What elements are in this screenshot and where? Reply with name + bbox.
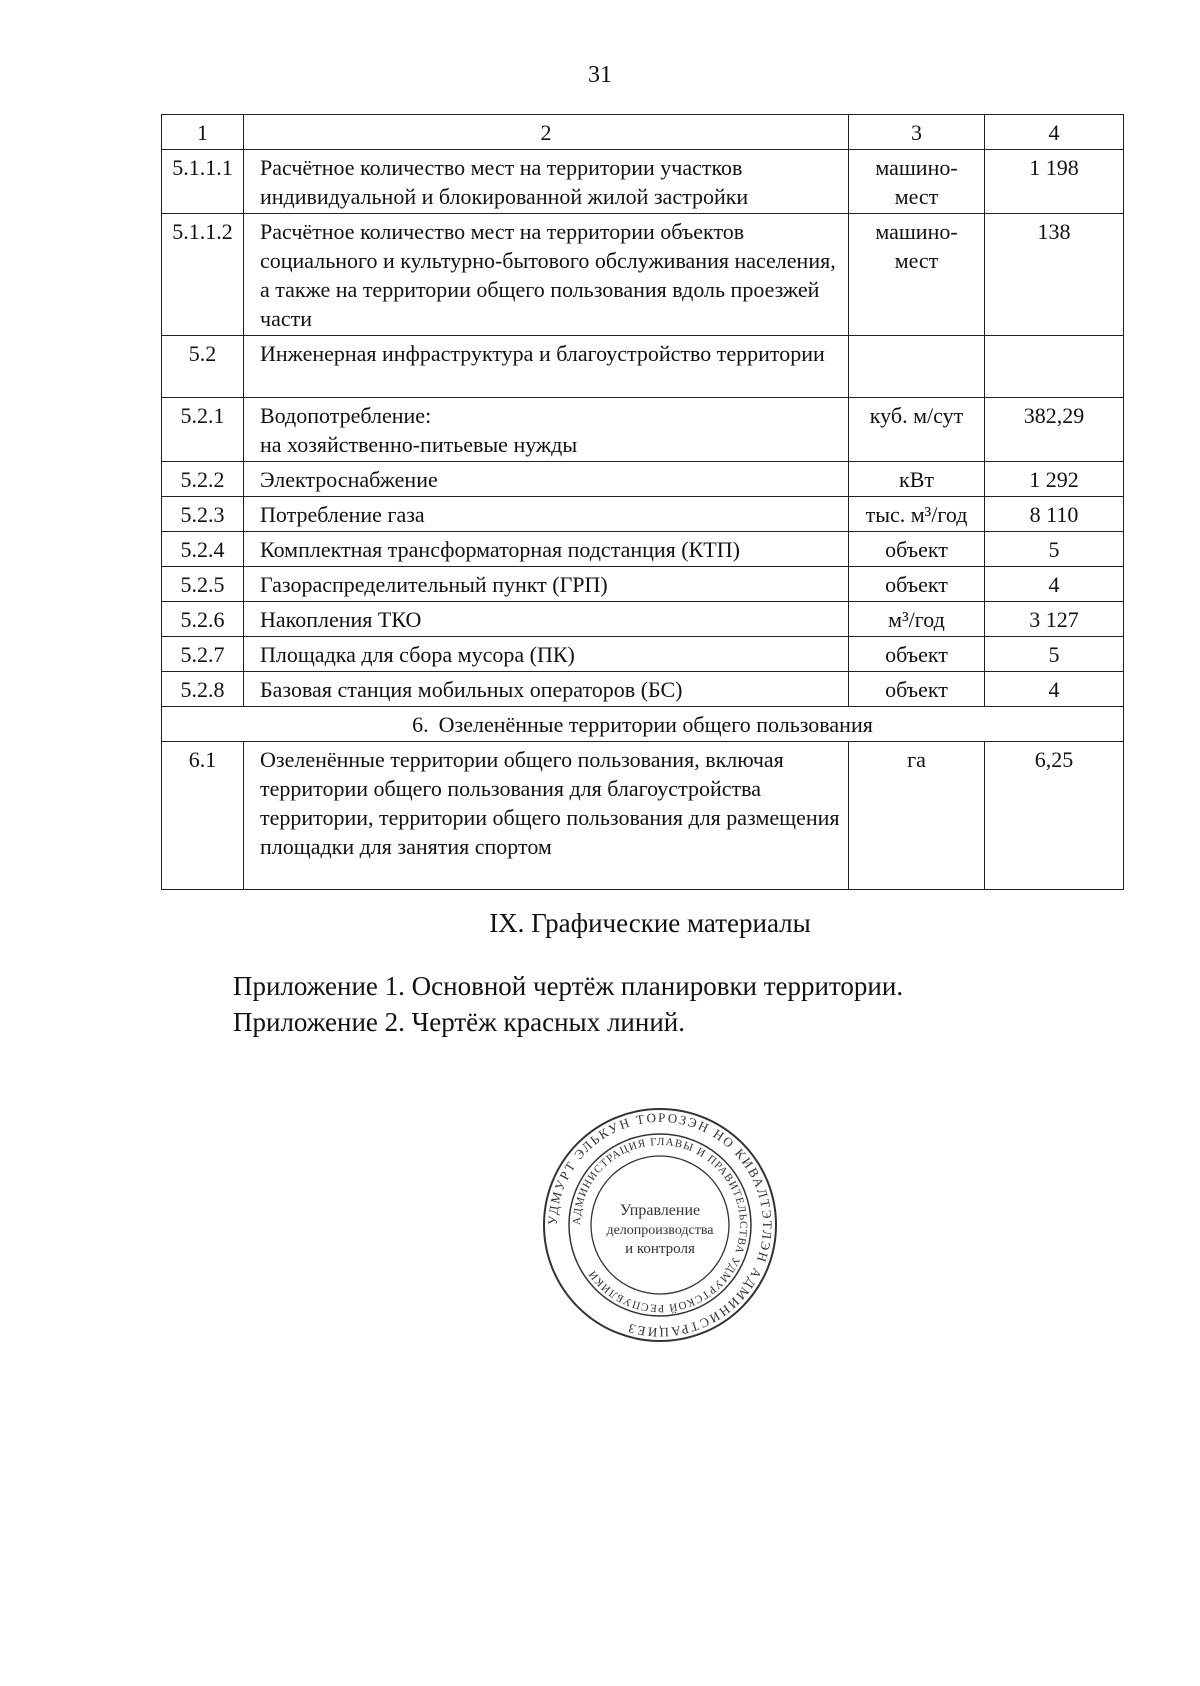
row-name xyxy=(244,398,849,462)
row-value: 6,25 xyxy=(985,742,1124,890)
row-name: Базовая станция мобильных операторов (БС) xyxy=(244,672,849,707)
row-name: Потребление газа xyxy=(244,497,849,532)
row-name: Электроснабжение xyxy=(244,462,849,497)
row-value: 4 xyxy=(985,672,1124,707)
row-value: 4 xyxy=(985,567,1124,602)
row-name: Площадка для сбора мусора (ПК) xyxy=(244,637,849,672)
chapter-heading: IX. Графические материалы xyxy=(489,908,811,938)
header-cell: 1 xyxy=(162,115,244,150)
table-header-row xyxy=(162,115,1124,150)
row-value: 5 xyxy=(985,532,1124,567)
header-cell: 3 xyxy=(849,115,985,150)
row-name: Расчётное количество мест на территории участков индивидуальной и блокированной жилой застройки xyxy=(244,150,849,214)
section-heading-row xyxy=(162,707,1124,742)
row-value: 8 110 xyxy=(985,497,1124,532)
row-unit: кВт xyxy=(849,462,985,497)
stamp-center-line: делопроизводства xyxy=(606,1223,714,1238)
row-value: 3 127 xyxy=(985,602,1124,637)
row-number: 6.1 xyxy=(162,742,244,890)
header-cell: 4 xyxy=(985,115,1124,150)
indicators-table xyxy=(161,114,1124,890)
stamp-outer-text: УДМУРТ ЭЛЬКУН ТОРОЗЭН НО КИВАЛТЭТЛЭН АДМИНИСТРАЦИЕЗ xyxy=(544,1109,776,1341)
table-row xyxy=(162,336,1124,398)
table-row xyxy=(162,602,1124,637)
appendix-list xyxy=(233,968,903,1040)
row-name: Накопления ТКО xyxy=(244,602,849,637)
row-name-line: на хозяйственно-питьевые нужды xyxy=(260,432,578,457)
row-value: 1 198 xyxy=(985,150,1124,214)
row-number: 5.2.8 xyxy=(162,672,244,707)
row-number: 5.1.1.2 xyxy=(162,214,244,336)
official-stamp xyxy=(540,1105,780,1345)
table-row xyxy=(162,637,1124,672)
row-unit: машино-мест xyxy=(849,214,985,336)
stamp-center-line: Управление xyxy=(619,1202,701,1219)
row-number: 5.2.4 xyxy=(162,532,244,567)
row-name-line: Водопотребление: xyxy=(260,403,432,428)
header-cell: 2 xyxy=(244,115,849,150)
row-name: Инженерная инфраструктура и благоустройство территории xyxy=(244,336,849,398)
table-row xyxy=(162,497,1124,532)
row-unit: объект xyxy=(849,637,985,672)
row-unit xyxy=(849,336,985,398)
row-name: Газораспределительный пункт (ГРП) xyxy=(244,567,849,602)
section-number: 6. xyxy=(412,712,429,737)
stamp-center-line: и контроля xyxy=(625,1241,695,1257)
table-row xyxy=(162,398,1124,462)
table-row xyxy=(162,672,1124,707)
row-unit: м³/год xyxy=(849,602,985,637)
row-number: 5.1.1.1 xyxy=(162,150,244,214)
table-row xyxy=(162,214,1124,336)
table-row xyxy=(162,462,1124,497)
row-name: Озеленённые территории общего пользования, включая территории общего пользования для благоустройства территории, территории общего пользования для размещения площадки для занятия спортом xyxy=(244,742,849,890)
row-number: 5.2.1 xyxy=(162,398,244,462)
row-name: Комплектная трансформаторная подстанция (КТП) xyxy=(244,532,849,567)
appendix-item: Приложение 1. Основной чертёж планировки территории. xyxy=(233,971,904,1001)
table-row xyxy=(162,532,1124,567)
row-name: Расчётное количество мест на территории объектов социального и культурно-бытового обслуживания населения, а также на территории общего пользования вдоль проезжей части xyxy=(244,214,849,336)
row-unit: машино-мест xyxy=(849,150,985,214)
section-title: Озеленённые территории общего пользования xyxy=(438,712,873,737)
row-unit: га xyxy=(849,742,985,890)
row-unit: куб. м/сут xyxy=(849,398,985,462)
row-number: 5.2.6 xyxy=(162,602,244,637)
table-row xyxy=(162,150,1124,214)
row-number: 5.2.3 xyxy=(162,497,244,532)
row-number: 5.2.2 xyxy=(162,462,244,497)
row-value: 382,29 xyxy=(985,398,1124,462)
row-value: 5 xyxy=(985,637,1124,672)
stamp-inner-text: АДМИНИСТРАЦИЯ ГЛАВЫ И ПРАВИТЕЛЬСТВА УДМУРТСКОЙ РЕСПУБЛИКИ xyxy=(570,1135,750,1315)
row-value xyxy=(985,336,1124,398)
row-unit: объект xyxy=(849,567,985,602)
row-unit: объект xyxy=(849,532,985,567)
row-value: 1 292 xyxy=(985,462,1124,497)
row-unit: объект xyxy=(849,672,985,707)
page-number: 31 xyxy=(588,62,612,88)
section-heading xyxy=(162,707,1124,742)
row-unit: тыс. м³/год xyxy=(849,497,985,532)
row-number: 5.2.7 xyxy=(162,637,244,672)
row-number: 5.2.5 xyxy=(162,567,244,602)
row-value: 138 xyxy=(985,214,1124,336)
table-row xyxy=(162,567,1124,602)
row-number: 5.2 xyxy=(162,336,244,398)
table-row xyxy=(162,742,1124,890)
appendix-item: Приложение 2. Чертёж красных линий. xyxy=(233,1007,685,1037)
